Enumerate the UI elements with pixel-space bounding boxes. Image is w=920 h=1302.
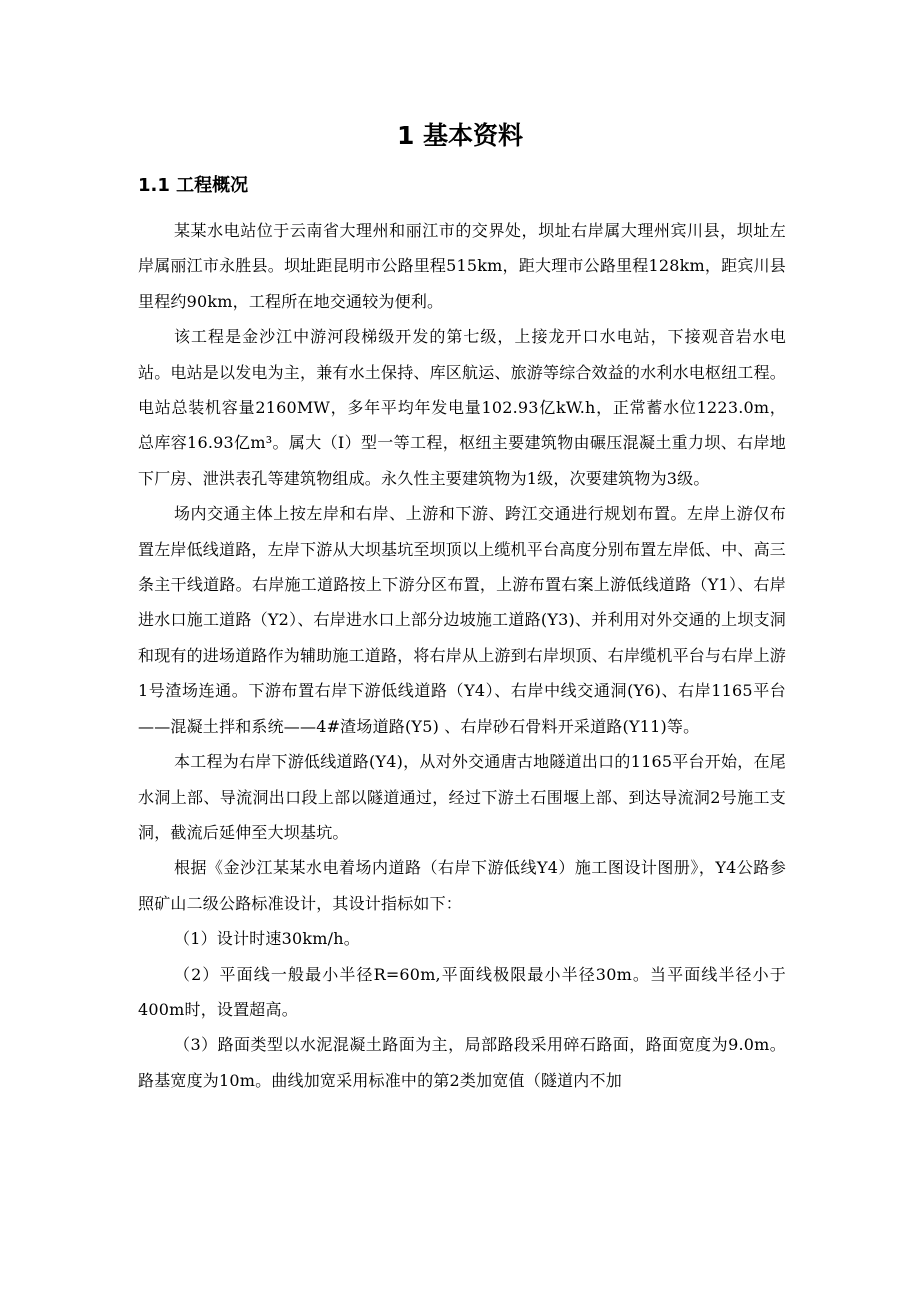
list-item-pavement: （3）路面类型以水泥混凝土路面为主，局部路段采用碎石路面，路面宽度为9.0m。路基宽度为10m。曲线加宽采用标准中的第2类加宽值（隧道内不加 xyxy=(138,1035,786,1090)
list-item-curve-radius: （2）平面线一般最小半径R=60m,平面线极限最小半径30m。当平面线半径小于400m时，设置超高。 xyxy=(138,964,786,1019)
section-title: 1.1 工程概况 xyxy=(138,175,249,196)
body-text xyxy=(138,213,786,1098)
paragraph-site-traffic: 场内交通主体上按左岸和右岸、上游和下游、跨江交通进行规划布置。左岸上游仅布置左岸低线道路，左岸下游从大坝基坑至坝顶以上缆机平台高度分别布置左岸低、中、高三条主干线道路。右岸施工道路按上下游分区布置，上游布置右案上游低线道路（Y1）、右岸进水口施工道路（Y2）、右岸进水口上部分边坡施工道路(Y3)、并利用对外交通的上坝支洞和现有的进场道路作为辅助施工道路，将右岸从上游到右岸坝顶、右岸缆机平台与右岸上游1号渣场连通。下游布置右岸下游低线道路（Y4）、右岸中线交通洞(Y6)、右岸1165平台——混凝土拌和系统——4#渣场道路(Y5) 、右岸砂石骨料开采道路(Y11)等。 xyxy=(138,504,787,736)
paragraph-design-basis: 根据《金沙江某某水电着场内道路（右岸下游低线Y4）施工图设计图册》，Y4公路参照矿山二级公路标准设计，其设计指标如下： xyxy=(138,858,786,913)
paragraph-y4-road: 本工程为右岸下游低线道路(Y4)，从对外交通唐古地隧道出口的1165平台开始，在尾水洞上部、导流洞出口段上部以隧道通过，经过下游土石围堰上部、到达导流洞2号施工支洞，截流后延伸至大坝基坑。 xyxy=(138,752,786,842)
paragraph-project-overview: 该工程是金沙江中游河段梯级开发的第七级，上接龙开口水电站，下接观音岩水电站。电站是以发电为主，兼有水土保持、库区航运、旅游等综合效益的水利水电枢纽工程。电站总装机容量2160MW，多年平均年发电量102.93亿kW.h，正常蓄水位1223.0m，总库容16.93亿m³。属大（Ⅰ）型一等工程，枢纽主要建筑物由碾压混凝土重力坝、右岸地下厂房、泄洪表孔等建筑物组成。永久性主要建筑物为1级，次要建筑物为3级。 xyxy=(138,327,787,488)
paragraph-location: 某某水电站位于云南省大理州和丽江市的交界处，坝址右岸属大理州宾川县，坝址左岸属丽江市永胜县。坝址距昆明市公路里程515km，距大理市公路里程128km，距宾川县里程约90km，工程所在地交通较为便利。 xyxy=(138,221,786,311)
chapter-title: 1 基本资料 xyxy=(396,121,524,150)
list-item-design-speed: （1）设计时速30km/h。 xyxy=(174,929,360,949)
